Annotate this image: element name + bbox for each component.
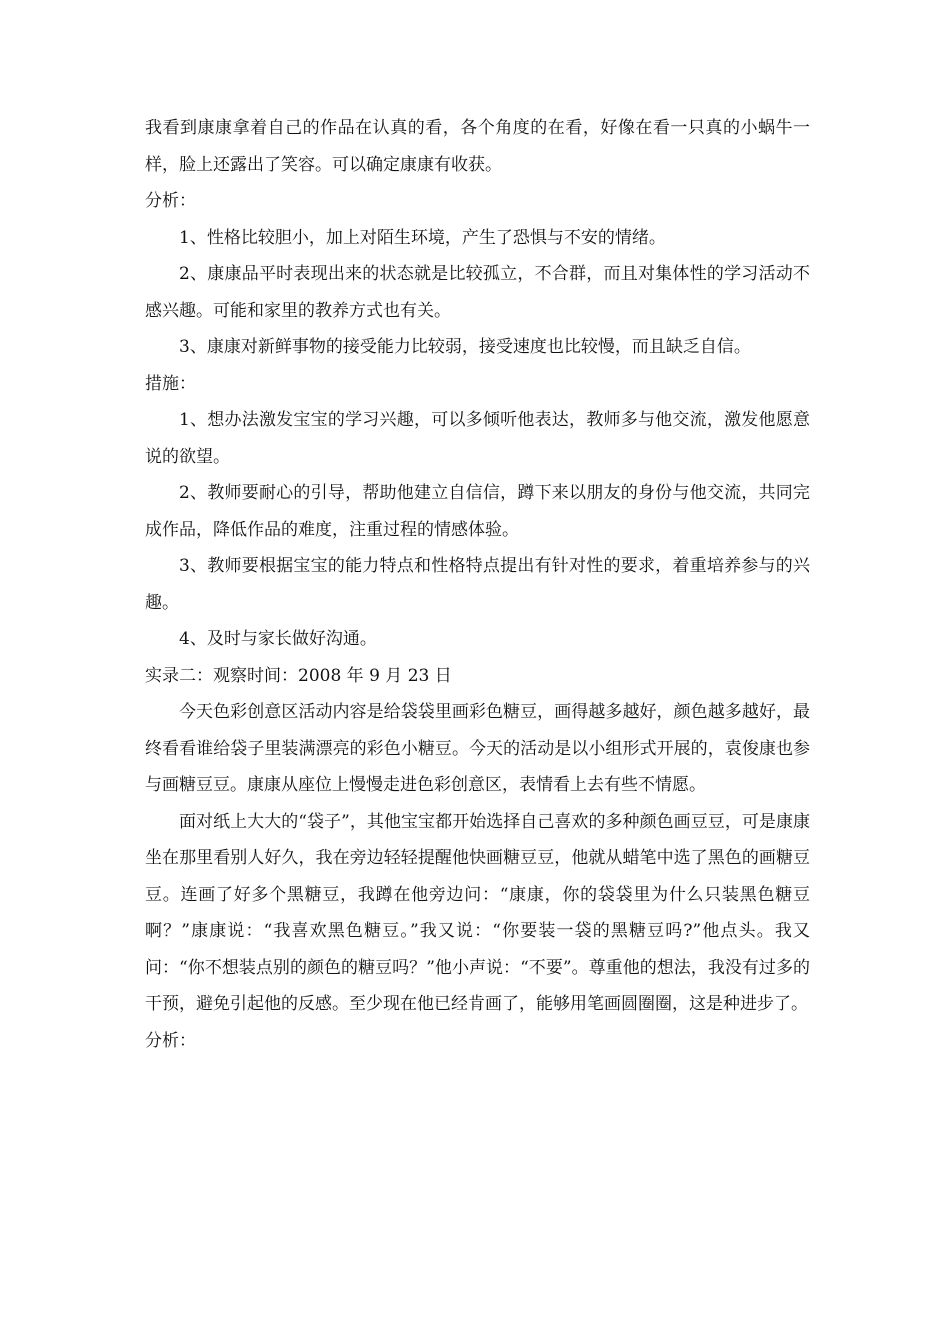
document-page <box>145 110 810 1059</box>
heading-analysis: 分析： <box>145 191 196 211</box>
measure-item-3: 3、教师要根据宝宝的能力特点和性格特点提出有针对性的要求，着重培养参与的兴趣。 <box>145 556 810 613</box>
heading-measures: 措施： <box>145 373 196 394</box>
measure-item-2: 2、教师要耐心的引导，帮助他建立自信信，蹲下来以朋友的身份与他交流，共同完成作品，降低作品的难度，注重过程的情感体验。 <box>145 483 810 540</box>
record-two-paragraph-2: 面对纸上大大的“袋子”，其他宝宝都开始选择自己喜欢的多种颜色画豆豆，可是康康坐在那里看别人好久，我在旁边轻轻提醒他快画糖豆豆，他就从蜡笔中选了黑色的画糖豆豆。连画了好多个黑糖豆，我蹲在他旁边问：“康康，你的袋袋里为什么只装黑色糖豆啊？”康康说：“我喜欢黑色糖豆。”我又说：“你要装一袋的黑糖豆吗?”他点头。我又问：“你不想装点别的颜色的糖豆吗？”他小声说：“不要”。尊重他的想法，我没有过多的干预，避免引起他的反感。至少现在他已经肯画了，能够用笔画圆圈圈，这是种进步了。 <box>145 811 810 1014</box>
paragraph-continuation: 我看到康康拿着自己的作品在认真的看，各个角度的在看，好像在看一只真的小蜗牛一样，脸上还露出了笑容。可以确定康康有收获。 <box>145 118 810 175</box>
measure-item-4: 4、及时与家长做好沟通。 <box>179 629 377 649</box>
record-two-paragraph-1: 今天色彩创意区活动内容是给袋袋里画彩色糖豆，画得越多越好，颜色越多越好，最终看看谁给袋子里装满漂亮的彩色小糖豆。今天的活动是以小组形式开展的，袁俊康也参与画糖豆豆。康康从座位上慢慢走进色彩创意区，表情看上去有些不情愿。 <box>145 702 810 795</box>
heading-analysis-2: 分析： <box>145 1030 196 1051</box>
analysis-item-2: 2、康康品平时表现出来的状态就是比较孤立，不合群，而且对集体性的学习活动不感兴趣。可能和家里的教养方式也有关。 <box>145 264 810 321</box>
measure-item-1: 1、想办法激发宝宝的学习兴趣，可以多倾听他表达，教师多与他交流，激发他愿意说的欲望。 <box>145 410 810 467</box>
record-two-heading: 实录二：观察时间：2008 年 9 月 23 日 <box>145 665 452 686</box>
analysis-item-1: 1、性格比较胆小，加上对陌生环境，产生了恐惧与不安的情绪。 <box>179 227 666 248</box>
analysis-item-3: 3、康康对新鲜事物的接受能力比较弱，接受速度也比较慢，而且缺乏自信。 <box>179 337 751 357</box>
